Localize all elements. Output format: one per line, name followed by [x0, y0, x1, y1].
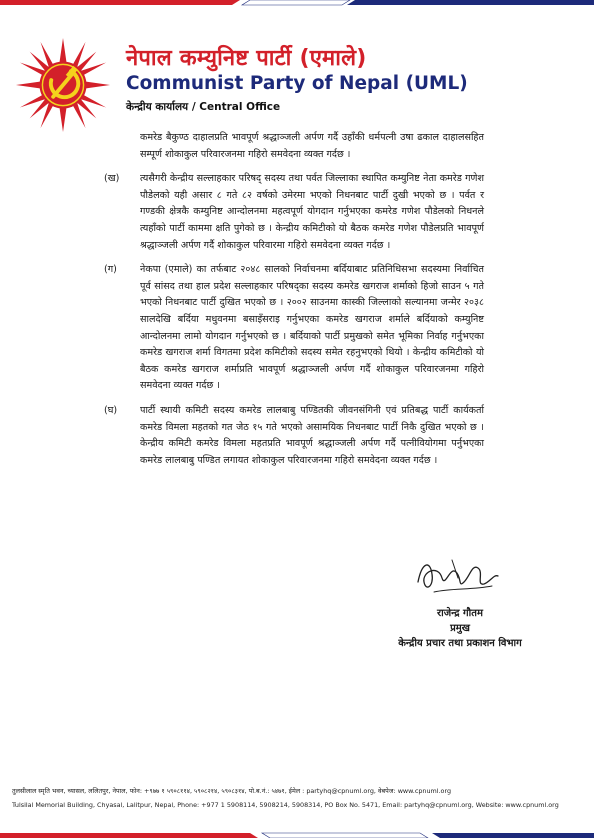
continued-paragraph: कमरेड बैकुण्ठ दाहालप्रति भावपूर्ण श्रद्धाञ्जली अर्पण गर्दै उहाँकी धर्मपत्नी उषा ढकाल दाहालसहित सम्पूर्ण शोकाकुल परिवारजनमा गहिरो समवेदना व्यक्त गर्दछ । [140, 132, 484, 160]
party-name-nepali: नेपाल कम्युनिष्ट पार्टी (एमाले) [126, 46, 367, 71]
bottom-color-band [0, 824, 594, 838]
document-body [104, 130, 484, 477]
office-nepali: केन्द्रीय कार्यालय [126, 101, 189, 113]
item-text: नेकपा (एमाले) का तर्फबाट २०४८ सालको निर्वाचनमा बर्दियाबाट प्रतिनिधिसभा सदस्यमा निर्वाचित पूर्व सांसद तथा हाल प्रदेश सल्लाहकार परिषद्का सदस्य कमरेड खगराज शर्माको हिजो साउन ५ गते भएको निधनबाट पार्टी दुखित भएको छ । २००२ साउनमा कास्की जिल्लाको सल्यानमा जन्मेर २०३८ सालदेखि बर्दिया मधुवनमा बसाइँसराइ गर्नुभएका कमरेड खगराज शर्माले बर्दियाको कम्युनिष्ट आन्दोलनमा लामो योगदान गर्नुभएको छ । बर्दियाको पार्टी प्रमुखको समेत भूमिका निर्वाह गर्नुभएका कमरेड खगराज शर्मा विगतमा प्रदेश कमिटीको सदस्य समेत रहनुभएको थियो । केन्द्रीय कमिटीको यो बैठक कमरेड खगराज शर्माप्रति भावपूर्ण श्रद्धाञ्जली अर्पण गर्दै शोकाकुल परिवारजनमा गहिरो समवेदना व्यक्त गर्दछ । [140, 264, 484, 392]
item-label: (घ) [104, 404, 118, 416]
item-label: (ग) [104, 264, 117, 276]
item-text: त्यसैगरी केन्द्रीय सल्लाहकार परिषद् सदस्य तथा पर्वत जिल्लाका स्थापित कम्युनिष्ट नेता कमरेड गणेश पौडेलको यही असार ८ गते ८२ वर्षको उमेरमा भएको निधनबाट पार्टी दुखी भएको छ । पर्वत र गण्डकी क्षेत्रकै कम्युनिष्ट आन्दोलनमा महत्वपूर्ण योगदान गर्नुभएका कमरेड गणेश पौडेलको निधनले त्यहाँको पार्टी काममा क्षति पुगेको छ । केन्द्रीय कमिटीको यो बैठक कमरेड गणेश पौडेलप्रति भावपूर्ण श्रद्धाञ्जली अर्पण गर्दै शोकाकुल परिवारमा गहिरो समवेदना व्यक्त गर्दछ । [140, 173, 484, 251]
footer-contact [12, 784, 588, 812]
item-text: पार्टी स्थायी कमिटी सदस्य कमरेड लालबाबु पण्डितकी जीवनसंगिनी एवं प्रतिबद्ध पार्टी कार्यकर्ता कमरेड विमला महतको गत जेठ १५ गते भएको असामयिक निधनबाट पार्टी निकै दुखित भएको छ । केन्द्रीय कमिटी कमरेड विमला महतप्रति भावपूर्ण श्रद्धाञ्जली अर्पण गर्दै पत्नीवियोगमा पर्नुभएका कमरेड लालबाबु पण्डित लगायत शोकाकुल परिवारजनमा गहिरो समवेदना व्यक्त गर्दछ । [140, 404, 484, 466]
signatory-role: प्रमुख [450, 623, 470, 634]
list-item [104, 171, 484, 254]
signature-mark-icon [412, 552, 502, 600]
party-name-english: Communist Party of Nepal (UML) [126, 73, 468, 94]
signatory-name: राजेन्द्र गौतम [437, 608, 483, 619]
footer-line-english: Tulsilal Memorial Building, Chyasal, Lalitpur, Nepal, Phone: +977 1 5908114, 5908214, 5908314, PO Box No. 5471, Email: partyhq@cpnuml.org, Website: www.cpnuml.org [12, 801, 559, 809]
item-label: (ख) [104, 173, 120, 185]
office-line [126, 100, 280, 114]
party-logo-icon [14, 36, 112, 134]
top-color-band [0, 0, 594, 14]
list-item [104, 262, 484, 395]
footer-line-nepali: तुलसीलाल स्मृति भवन, च्यासल, ललितपुर, नेपाल, फोन: +९७७ १ ५९०८११४, ५९०८२१४, ५९०८३१४, पो.ब.नं.: ५४७१, ईमेल : partyhq@cpnuml.org, वेबपेज: www.cpnuml.org [12, 787, 452, 795]
signatory-department: केन्द्रीय प्रचार तथा प्रकाशन विभाग [398, 638, 522, 649]
signature-block [340, 606, 580, 651]
list-item [104, 403, 484, 469]
office-english: / Central Office [191, 101, 281, 113]
